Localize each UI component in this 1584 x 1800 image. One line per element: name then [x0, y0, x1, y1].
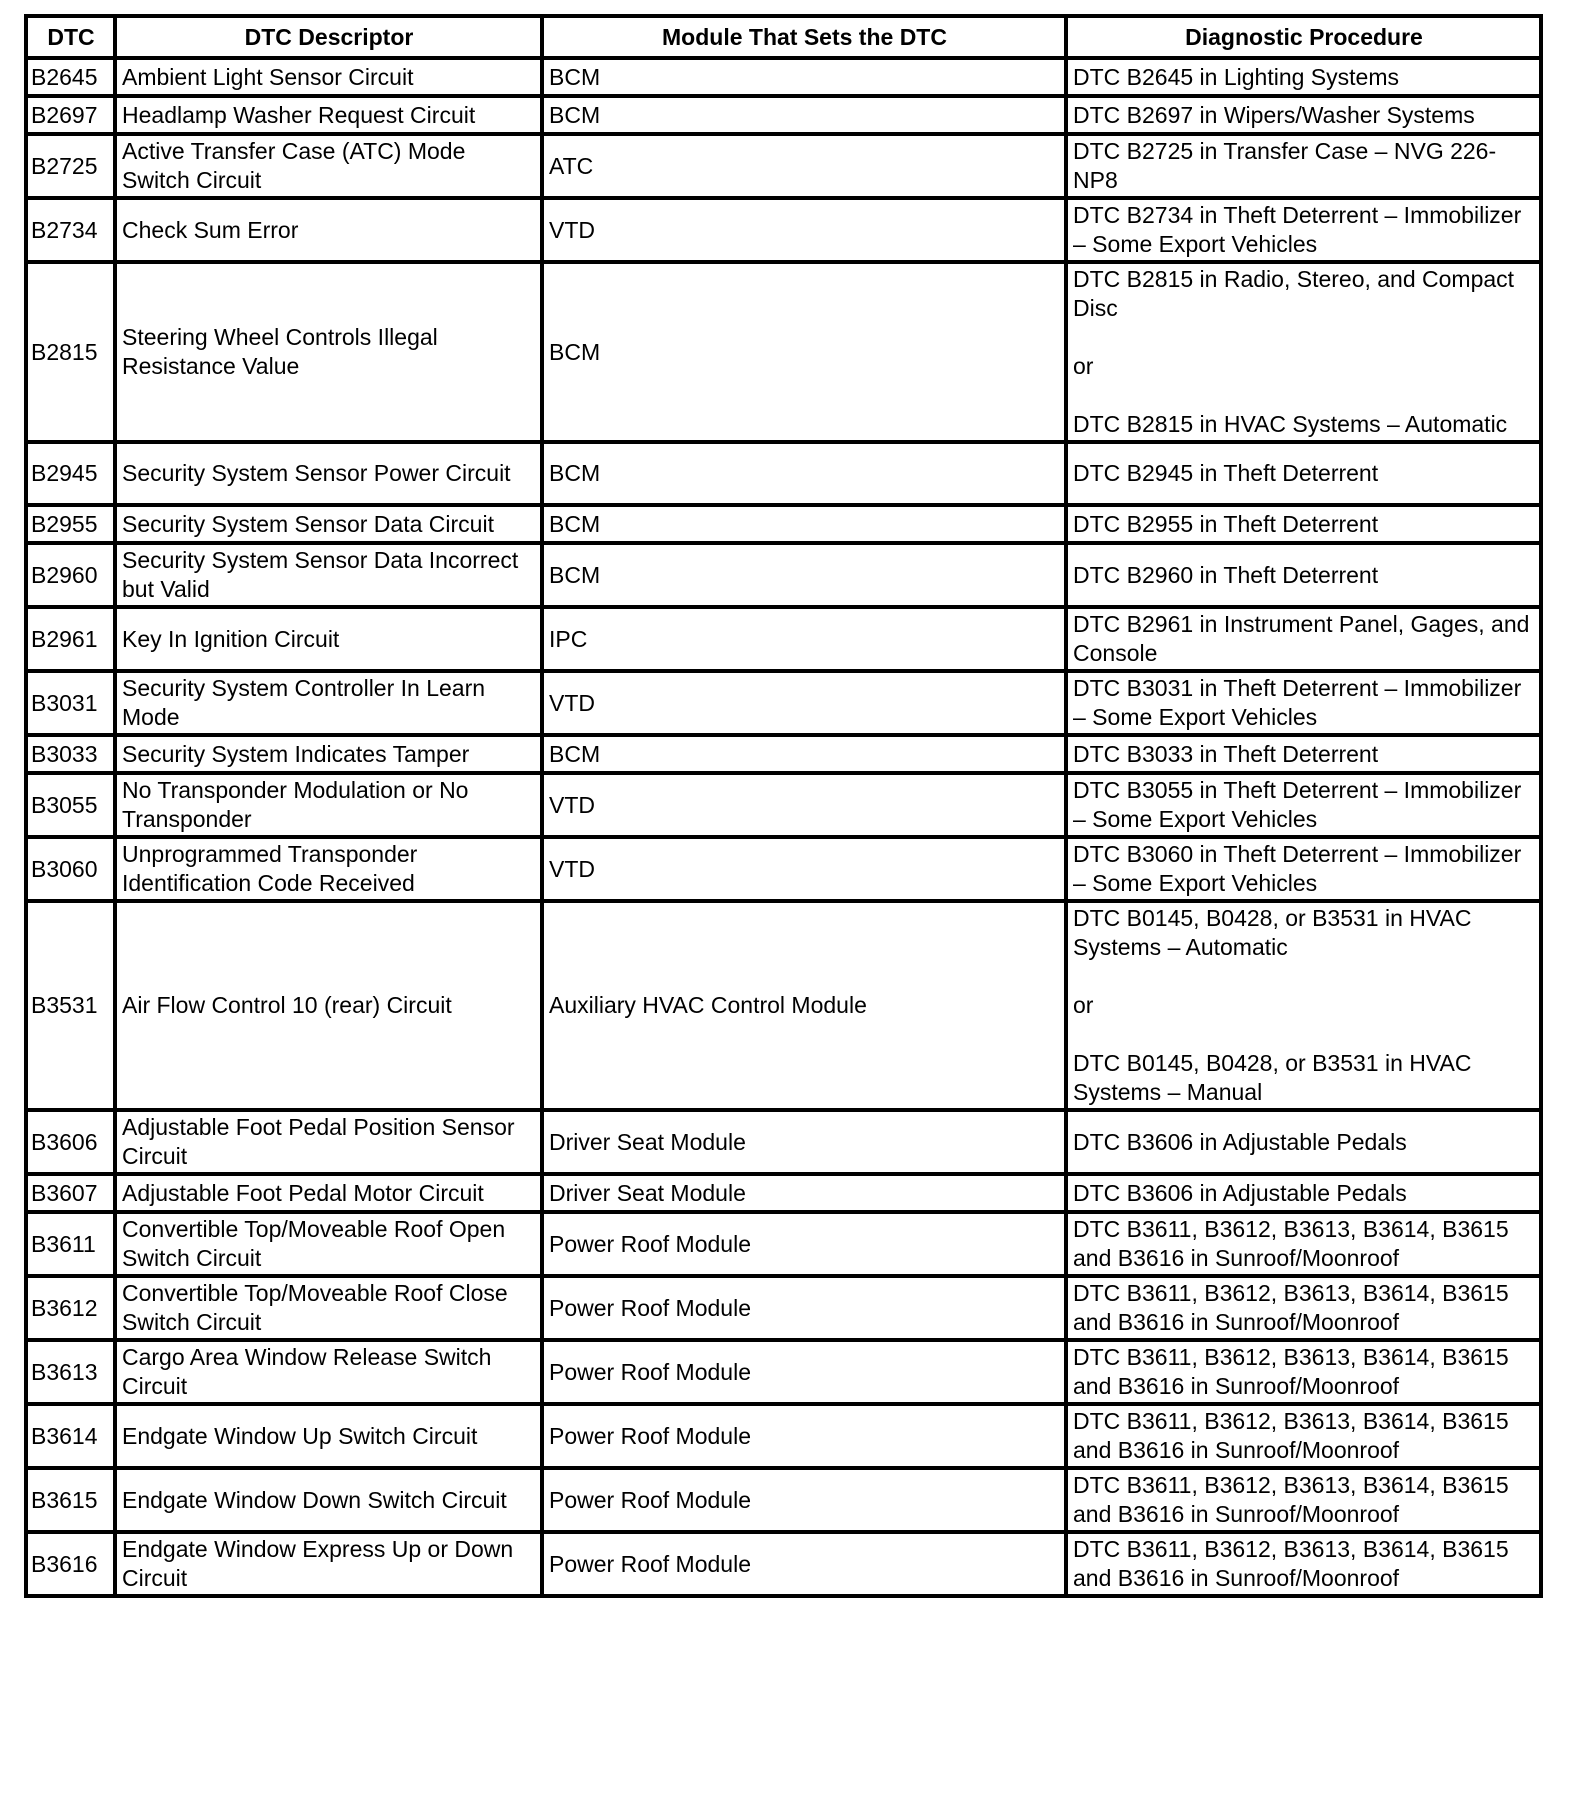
table-row [26, 607, 1541, 671]
dtc-code-cell: B3033 [26, 735, 115, 773]
dtc-code-cell: B2734 [26, 198, 115, 262]
procedure-cell: DTC B3060 in Theft Deterrent – Immobilizer – Some Export Vehicles [1066, 837, 1541, 901]
dtc-descriptor-cell: Security System Indicates Tamper [115, 735, 542, 773]
procedure-cell: DTC B2725 in Transfer Case – NVG 226-NP8 [1066, 134, 1541, 198]
dtc-descriptor-cell: Key In Ignition Circuit [115, 607, 542, 671]
module-cell: BCM [542, 543, 1066, 607]
header-diagnostic-procedure: Diagnostic Procedure [1066, 16, 1541, 58]
dtc-code-cell: B2645 [26, 58, 115, 96]
table-row [26, 58, 1541, 96]
procedure-cell: DTC B2815 in Radio, Stereo, and Compact Disc or DTC B2815 in HVAC Systems – Automatic [1066, 262, 1541, 442]
procedure-cell: DTC B3606 in Adjustable Pedals [1066, 1110, 1541, 1174]
procedure-cell: DTC B3611, B3612, B3613, B3614, B3615 and B3616 in Sunroof/Moonroof [1066, 1276, 1541, 1340]
table-row [26, 96, 1541, 134]
table-row [26, 262, 1541, 442]
dtc-descriptor-cell: Security System Sensor Data Incorrect but Valid [115, 543, 542, 607]
dtc-descriptor-cell: Endgate Window Express Up or Down Circuit [115, 1532, 542, 1596]
module-cell: Power Roof Module [542, 1212, 1066, 1276]
module-cell: Power Roof Module [542, 1404, 1066, 1468]
dtc-code-cell: B3607 [26, 1174, 115, 1212]
procedure-cell: DTC B3611, B3612, B3613, B3614, B3615 and B3616 in Sunroof/Moonroof [1066, 1340, 1541, 1404]
dtc-code-cell: B2955 [26, 505, 115, 543]
dtc-code-cell: B3614 [26, 1404, 115, 1468]
module-cell: BCM [542, 96, 1066, 134]
procedure-cell: DTC B2697 in Wipers/Washer Systems [1066, 96, 1541, 134]
header-row [26, 16, 1541, 58]
table-row [26, 1174, 1541, 1212]
procedure-cell: DTC B3055 in Theft Deterrent – Immobilizer – Some Export Vehicles [1066, 773, 1541, 837]
header-dtc: DTC [26, 16, 115, 58]
procedure-cell: DTC B3031 in Theft Deterrent – Immobilizer – Some Export Vehicles [1066, 671, 1541, 735]
table-body [26, 58, 1541, 1596]
table-row [26, 773, 1541, 837]
table-row [26, 1276, 1541, 1340]
module-cell: Driver Seat Module [542, 1110, 1066, 1174]
dtc-code-cell: B3613 [26, 1340, 115, 1404]
dtc-code-cell: B2960 [26, 543, 115, 607]
table-row [26, 1340, 1541, 1404]
dtc-descriptor-cell: Unprogrammed Transponder Identification Code Received [115, 837, 542, 901]
module-cell: BCM [542, 442, 1066, 505]
module-cell: VTD [542, 671, 1066, 735]
dtc-descriptor-cell: Security System Sensor Data Circuit [115, 505, 542, 543]
dtc-descriptor-cell: Convertible Top/Moveable Roof Open Switch Circuit [115, 1212, 542, 1276]
table-row [26, 1404, 1541, 1468]
dtc-descriptor-cell: Endgate Window Up Switch Circuit [115, 1404, 542, 1468]
dtc-descriptor-cell: Steering Wheel Controls Illegal Resistance Value [115, 262, 542, 442]
dtc-descriptor-cell: Ambient Light Sensor Circuit [115, 58, 542, 96]
dtc-code-cell: B3031 [26, 671, 115, 735]
module-cell: Power Roof Module [542, 1468, 1066, 1532]
dtc-descriptor-cell: Check Sum Error [115, 198, 542, 262]
module-cell: VTD [542, 773, 1066, 837]
dtc-descriptor-cell: Headlamp Washer Request Circuit [115, 96, 542, 134]
header-module: Module That Sets the DTC [542, 16, 1066, 58]
table-row [26, 543, 1541, 607]
dtc-descriptor-cell: No Transponder Modulation or No Transponder [115, 773, 542, 837]
dtc-code-cell: B3611 [26, 1212, 115, 1276]
dtc-code-cell: B2945 [26, 442, 115, 505]
dtc-code-cell: B3612 [26, 1276, 115, 1340]
dtc-code-cell: B3615 [26, 1468, 115, 1532]
dtc-code-cell: B2697 [26, 96, 115, 134]
module-cell: Driver Seat Module [542, 1174, 1066, 1212]
module-cell: VTD [542, 198, 1066, 262]
dtc-code-cell: B2725 [26, 134, 115, 198]
procedure-cell: DTC B3606 in Adjustable Pedals [1066, 1174, 1541, 1212]
procedure-cell: DTC B3611, B3612, B3613, B3614, B3615 and B3616 in Sunroof/Moonroof [1066, 1212, 1541, 1276]
table-row [26, 901, 1541, 1110]
module-cell: BCM [542, 735, 1066, 773]
dtc-descriptor-cell: Air Flow Control 10 (rear) Circuit [115, 901, 542, 1110]
table-row [26, 1212, 1541, 1276]
dtc-descriptor-cell: Security System Controller In Learn Mode [115, 671, 542, 735]
procedure-cell: DTC B3611, B3612, B3613, B3614, B3615 and B3616 in Sunroof/Moonroof [1066, 1468, 1541, 1532]
module-cell: Power Roof Module [542, 1532, 1066, 1596]
dtc-descriptor-cell: Convertible Top/Moveable Roof Close Switch Circuit [115, 1276, 542, 1340]
dtc-descriptor-cell: Active Transfer Case (ATC) Mode Switch Circuit [115, 134, 542, 198]
dtc-descriptor-cell: Endgate Window Down Switch Circuit [115, 1468, 542, 1532]
module-cell: Auxiliary HVAC Control Module [542, 901, 1066, 1110]
procedure-cell: DTC B2961 in Instrument Panel, Gages, and Console [1066, 607, 1541, 671]
dtc-code-cell: B3060 [26, 837, 115, 901]
procedure-cell: DTC B3611, B3612, B3613, B3614, B3615 and B3616 in Sunroof/Moonroof [1066, 1404, 1541, 1468]
procedure-cell: DTC B2960 in Theft Deterrent [1066, 543, 1541, 607]
dtc-table [24, 14, 1543, 1598]
dtc-descriptor-cell: Adjustable Foot Pedal Position Sensor Circuit [115, 1110, 542, 1174]
table-row [26, 837, 1541, 901]
table-row [26, 198, 1541, 262]
module-cell: Power Roof Module [542, 1340, 1066, 1404]
module-cell: BCM [542, 58, 1066, 96]
table-header [26, 16, 1541, 58]
table-row [26, 505, 1541, 543]
module-cell: ATC [542, 134, 1066, 198]
procedure-cell: DTC B2645 in Lighting Systems [1066, 58, 1541, 96]
module-cell: BCM [542, 505, 1066, 543]
module-cell: IPC [542, 607, 1066, 671]
table-row [26, 134, 1541, 198]
table-row [26, 442, 1541, 505]
procedure-cell: DTC B3611, B3612, B3613, B3614, B3615 and B3616 in Sunroof/Moonroof [1066, 1532, 1541, 1596]
dtc-code-cell: B2961 [26, 607, 115, 671]
dtc-descriptor-cell: Adjustable Foot Pedal Motor Circuit [115, 1174, 542, 1212]
dtc-code-cell: B2815 [26, 262, 115, 442]
dtc-descriptor-cell: Security System Sensor Power Circuit [115, 442, 542, 505]
table-row [26, 1468, 1541, 1532]
table-row [26, 1110, 1541, 1174]
procedure-cell: DTC B2955 in Theft Deterrent [1066, 505, 1541, 543]
dtc-code-cell: B3606 [26, 1110, 115, 1174]
table-row [26, 735, 1541, 773]
dtc-code-cell: B3616 [26, 1532, 115, 1596]
procedure-cell: DTC B3033 in Theft Deterrent [1066, 735, 1541, 773]
header-dtc-descriptor: DTC Descriptor [115, 16, 542, 58]
table-row [26, 1532, 1541, 1596]
module-cell: Power Roof Module [542, 1276, 1066, 1340]
procedure-cell: DTC B2734 in Theft Deterrent – Immobilizer – Some Export Vehicles [1066, 198, 1541, 262]
table-row [26, 671, 1541, 735]
module-cell: BCM [542, 262, 1066, 442]
module-cell: VTD [542, 837, 1066, 901]
dtc-descriptor-cell: Cargo Area Window Release Switch Circuit [115, 1340, 542, 1404]
procedure-cell: DTC B2945 in Theft Deterrent [1066, 442, 1541, 505]
dtc-code-cell: B3531 [26, 901, 115, 1110]
dtc-code-cell: B3055 [26, 773, 115, 837]
procedure-cell: DTC B0145, B0428, or B3531 in HVAC Systems – Automatic or DTC B0145, B0428, or B3531 in HVAC Systems – Manual [1066, 901, 1541, 1110]
